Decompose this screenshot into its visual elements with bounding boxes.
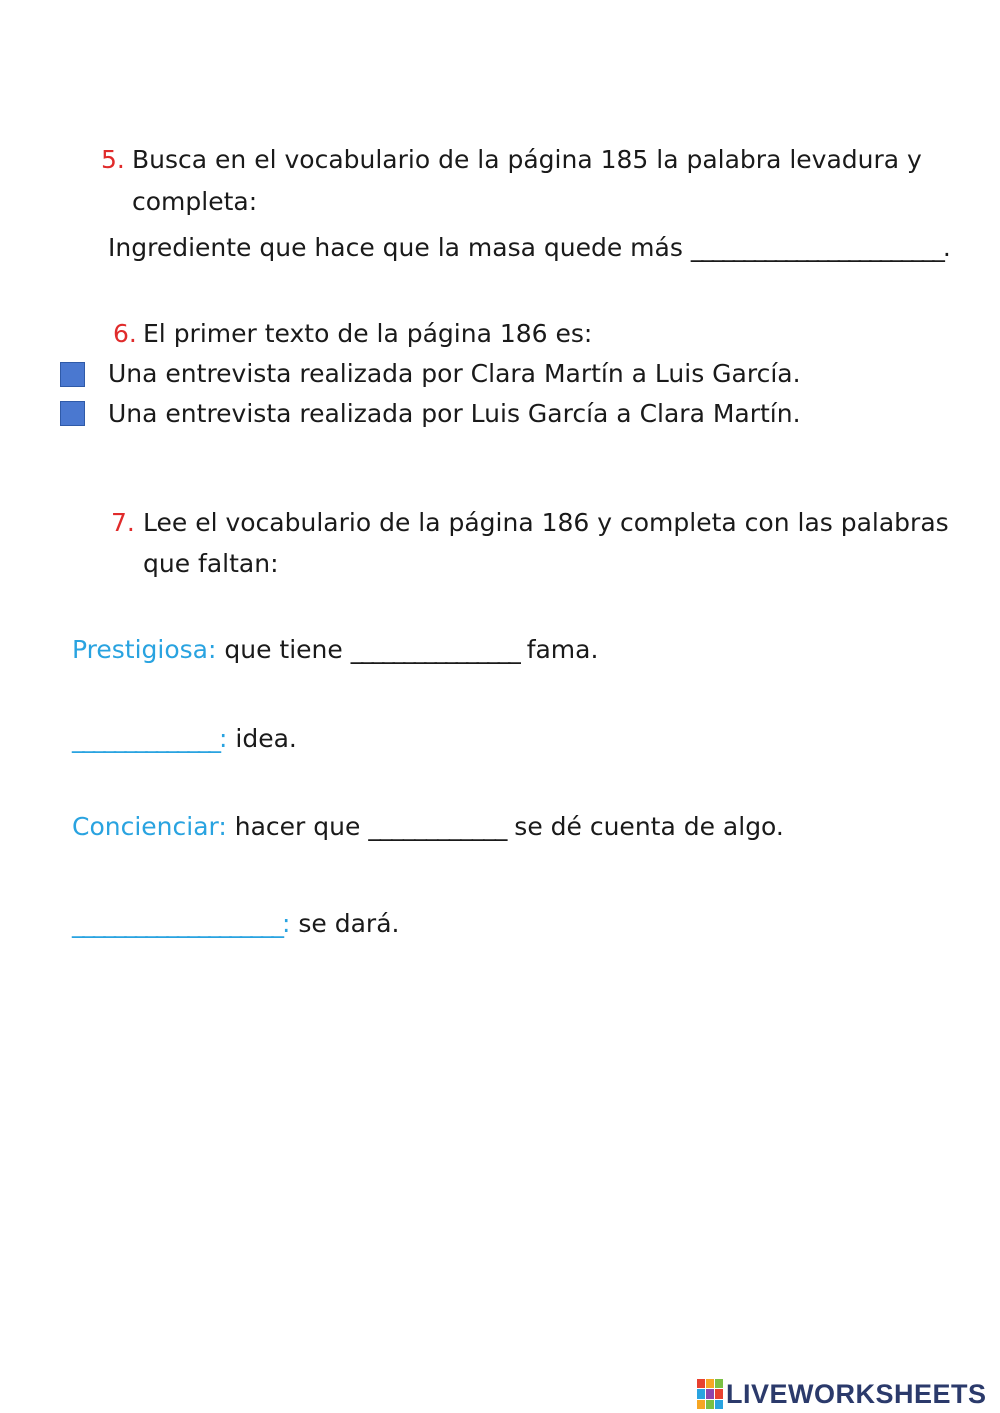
vocab-blank[interactable]: ____________ [368, 812, 507, 841]
vocab-colon: : [207, 635, 217, 664]
vocab-term: Prestigiosa [72, 635, 208, 664]
vocab-colon: : [282, 909, 291, 938]
q6-option2-label: Una entrevista realizada por Luis García a Clara Martín. [108, 399, 801, 428]
vocab-term: Concienciar [72, 812, 219, 841]
q5-number: 5. [101, 145, 125, 174]
q7-number: 7. [111, 508, 135, 537]
q5-answer-row [108, 233, 949, 262]
q6-option2-checkbox[interactable] [60, 401, 85, 426]
q6-option1-label: Una entrevista realizada por Clara Martín a Luis García. [108, 359, 801, 388]
q5-answer-blank[interactable]: ________________________. [690, 233, 949, 262]
vocab-item-se-dara [72, 909, 399, 938]
vocab-colon: : [219, 724, 228, 753]
vocab-definition: idea. [235, 724, 297, 753]
vocab-item-prestigiosa [72, 635, 598, 664]
vocab-term-blank[interactable]: ____________________ [72, 909, 282, 938]
vocab-definition-before: hacer que [234, 812, 361, 841]
q6-number: 6. [113, 319, 137, 348]
q7-text-line1: Lee el vocabulario de la página 186 y completa con las palabras [143, 508, 949, 537]
q5-text-line1: Busca en el vocabulario de la página 185 la palabra levadura y [132, 145, 922, 174]
vocab-definition-before: que tiene [224, 635, 343, 664]
vocab-item-idea [72, 724, 297, 753]
q5-text-line2: completa: [132, 187, 258, 216]
liveworksheets-logo-icon [697, 1379, 723, 1409]
vocab-definition-after: fama. [526, 635, 599, 664]
vocab-definition-after: se dé cuenta de algo. [514, 812, 784, 841]
liveworksheets-logo [697, 1376, 987, 1412]
liveworksheets-logo-text: LIVEWORKSHEETS [726, 1378, 987, 1409]
q6-option1-checkbox[interactable] [60, 362, 85, 387]
vocab-blank[interactable]: ________________ [350, 635, 519, 664]
q7-text-line2: que faltan: [143, 549, 279, 578]
vocab-term-blank[interactable]: ______________ [72, 724, 219, 753]
q6-question: El primer texto de la página 186 es: [143, 319, 593, 348]
q5-answer-prefix: Ingrediente que hace que la masa quede más [108, 233, 683, 262]
vocab-item-concienciar [72, 812, 784, 841]
vocab-definition: se dará. [298, 909, 400, 938]
vocab-colon: : [218, 812, 227, 841]
